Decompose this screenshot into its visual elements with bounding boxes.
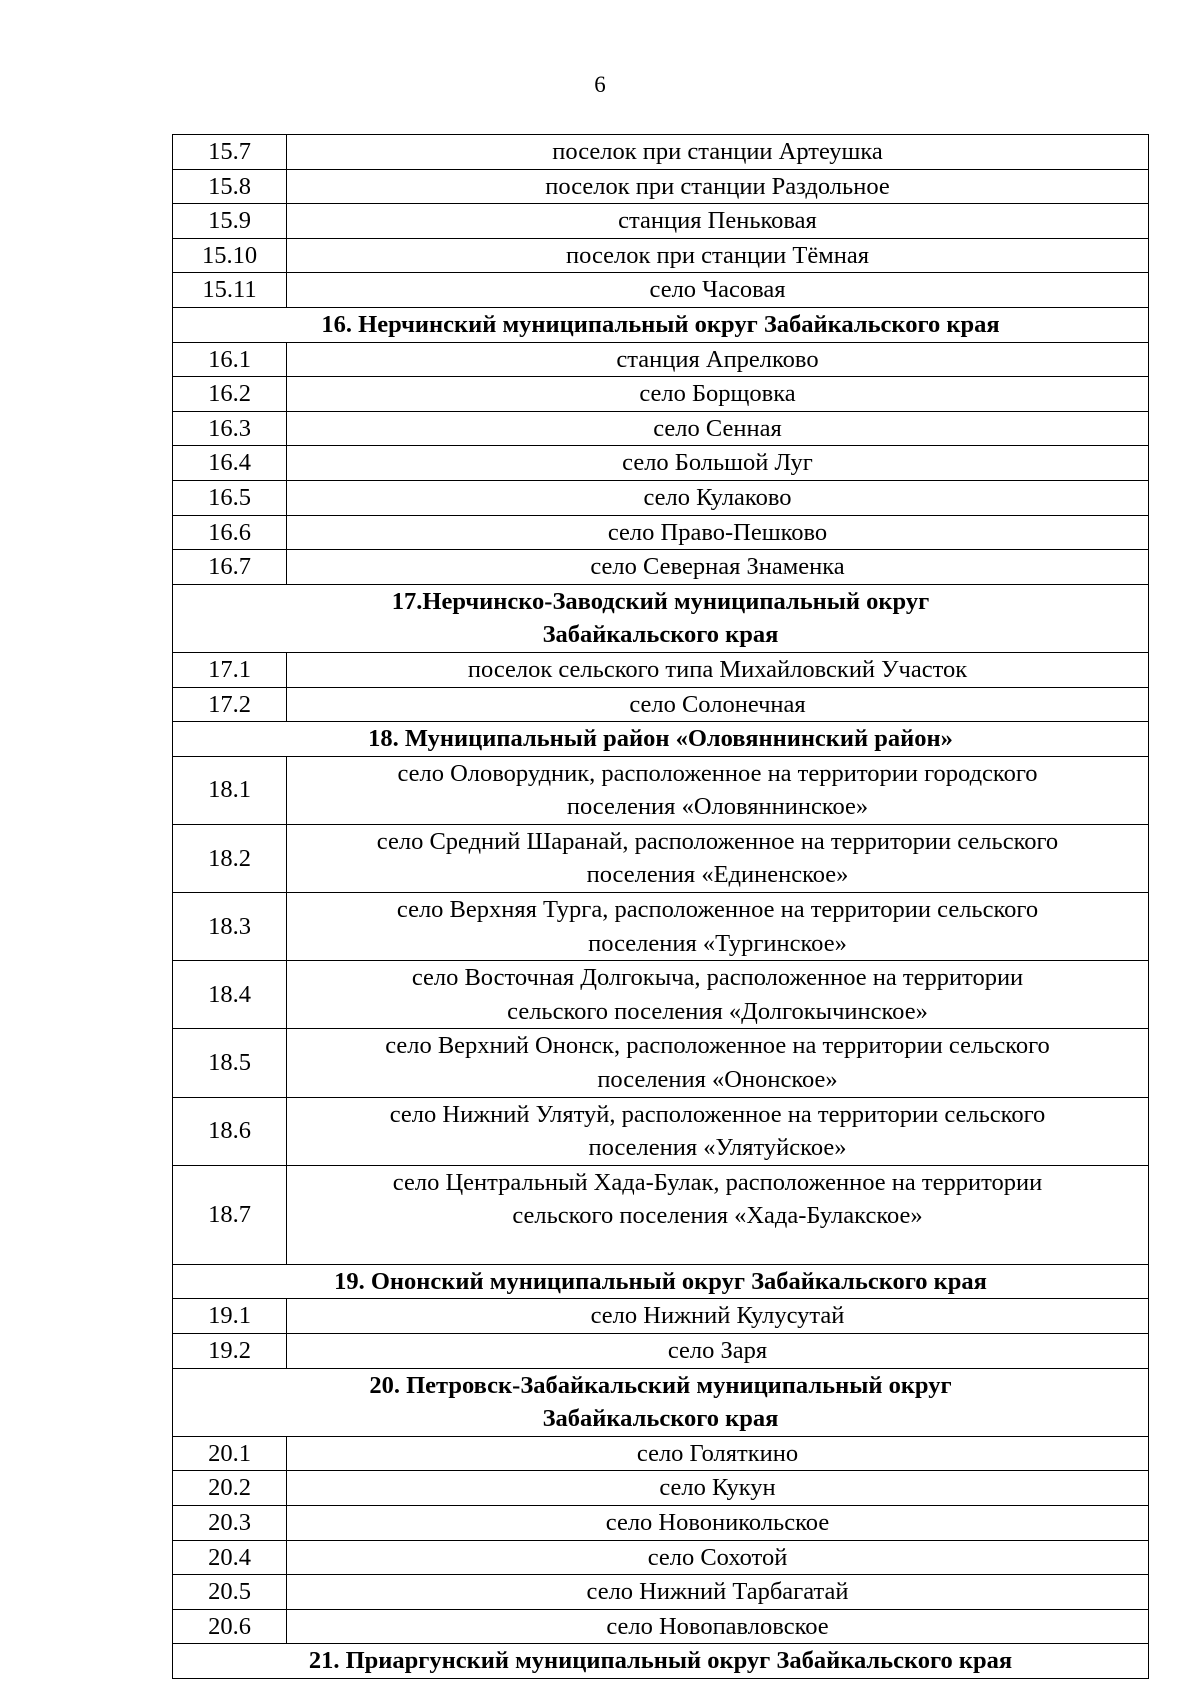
settlement-name <box>287 1540 1149 1575</box>
settlement-name-line: село Солонечная <box>629 690 806 718</box>
settlement-name-line: станция Апрелково <box>616 345 819 373</box>
row-number: 20.6 <box>173 1609 287 1644</box>
row-number: 18.1 <box>173 756 287 824</box>
section-header-row <box>173 1644 1149 1679</box>
settlement-name <box>287 1505 1149 1540</box>
table-row <box>173 1575 1149 1610</box>
section-title-line: 17.Нерчинско-Заводский муниципальный округ <box>391 587 930 615</box>
settlement-name-line: село Право-Пешково <box>607 518 828 546</box>
table-row <box>173 515 1149 550</box>
settlement-name-line: село Верхний Ононск, расположенное на территории сельского <box>385 1032 1050 1060</box>
settlement-name <box>287 273 1149 308</box>
settlement-name-line: село Центральный Хада-Булак, расположенное на территории <box>392 1168 1043 1196</box>
row-number: 17.2 <box>173 687 287 722</box>
table-row <box>173 1609 1149 1644</box>
settlement-name <box>287 135 1149 170</box>
settlement-name <box>287 1165 1149 1264</box>
section-title-line: 20. Петровск-Забайкальский муниципальный округ <box>369 1371 952 1399</box>
table-row <box>173 1029 1149 1097</box>
table-row <box>173 169 1149 204</box>
settlement-name-line: село Восточная Долгокыча, расположенное на территории <box>411 964 1024 992</box>
settlement-name-line: село Борщовка <box>639 380 796 408</box>
settlement-name <box>287 1575 1149 1610</box>
section-title <box>173 1368 1149 1436</box>
table-row <box>173 204 1149 239</box>
table-row <box>173 377 1149 412</box>
section-title <box>173 307 1149 342</box>
section-title <box>173 1644 1149 1679</box>
table-row <box>173 446 1149 481</box>
settlement-name-line: село Средний Шаранай, расположенное на территории сельского <box>376 827 1059 855</box>
settlement-name <box>287 1609 1149 1644</box>
settlement-name <box>287 1029 1149 1097</box>
page-number: 6 <box>594 72 606 97</box>
settlement-name-line: село Голяткино <box>636 1439 799 1467</box>
row-number: 20.4 <box>173 1540 287 1575</box>
settlement-name-line: поселок при станции Артеушка <box>552 138 883 165</box>
settlement-name-line: село Заря <box>667 1337 768 1364</box>
row-number: 20.2 <box>173 1471 287 1506</box>
table-row <box>173 1471 1149 1506</box>
table-row <box>173 342 1149 377</box>
section-title-line: 21. Приаргунский муниципальный округ Забайкальского края <box>308 1647 1013 1675</box>
settlement-name-line: село Нижний Улятуй, расположенное на территории сельского <box>389 1100 1046 1128</box>
row-number: 15.10 <box>173 238 287 273</box>
settlement-name <box>287 515 1149 550</box>
settlement-name-line: поселок при станции Тёмная <box>565 241 870 269</box>
settlement-name <box>287 1097 1149 1165</box>
settlement-name-line: село Верхняя Турга, расположенное на территории сельского <box>396 896 1039 924</box>
row-number: 15.9 <box>173 204 287 239</box>
table-row <box>173 135 1149 170</box>
settlement-name-line: поселения «Единенское» <box>586 861 849 889</box>
section-title-line: 18. Муниципальный район «Оловяннинский район» <box>368 725 953 753</box>
row-number: 15.7 <box>173 135 287 170</box>
table-row <box>173 687 1149 722</box>
table-row <box>173 652 1149 687</box>
section-title-line: 19. Ононский муниципальный округ Забайкальского края <box>334 1267 987 1295</box>
section-title-line: 16. Нерчинский муниципальный округ Забайкальского края <box>321 310 1000 338</box>
settlement-name-line: поселения «Тургинское» <box>588 929 847 957</box>
row-number: 19.2 <box>173 1334 287 1369</box>
table-row <box>173 238 1149 273</box>
settlement-name <box>287 1436 1149 1471</box>
table-row <box>173 756 1149 824</box>
section-title <box>173 584 1149 652</box>
settlement-name <box>287 411 1149 446</box>
settlement-name <box>287 824 1149 892</box>
row-number: 18.4 <box>173 961 287 1029</box>
row-number: 18.7 <box>173 1165 287 1264</box>
table-row <box>173 961 1149 1029</box>
settlement-name <box>287 1299 1149 1334</box>
settlement-name-line: село Кукун <box>659 1474 776 1502</box>
settlement-name-line: село Новопавловское <box>606 1612 829 1640</box>
settlement-name <box>287 377 1149 412</box>
row-number: 18.5 <box>173 1029 287 1097</box>
settlement-name-line: поселок при станции Раздольное <box>545 172 890 200</box>
settlement-name-line: поселения «Оловяннинское» <box>566 793 869 821</box>
settlements-table-body <box>173 135 1149 1679</box>
table-row <box>173 893 1149 961</box>
settlement-name-line: село Оловорудник, расположенное на территории городского <box>397 759 1038 787</box>
settlement-name-line: поселения «Ононское» <box>597 1066 838 1094</box>
settlement-name <box>287 687 1149 722</box>
table-row <box>173 1165 1149 1264</box>
table-row <box>173 824 1149 892</box>
section-title <box>173 1264 1149 1299</box>
section-header-row <box>173 584 1149 652</box>
row-number: 16.2 <box>173 377 287 412</box>
settlement-name <box>287 446 1149 481</box>
table-row <box>173 1334 1149 1369</box>
section-header-row <box>173 1264 1149 1299</box>
settlement-name <box>287 480 1149 515</box>
row-number: 20.3 <box>173 1505 287 1540</box>
settlement-name <box>287 756 1149 824</box>
row-number: 18.6 <box>173 1097 287 1165</box>
settlement-name-line: село Новоникольское <box>605 1508 830 1536</box>
row-number: 15.11 <box>173 273 287 308</box>
settlement-name-line: село Часовая <box>649 276 786 304</box>
section-header-row <box>173 307 1149 342</box>
settlement-name <box>287 961 1149 1029</box>
section-title-line: Забайкальского края <box>542 621 779 649</box>
row-number: 19.1 <box>173 1299 287 1334</box>
row-number: 16.7 <box>173 550 287 585</box>
row-number: 20.5 <box>173 1575 287 1610</box>
settlement-name <box>287 342 1149 377</box>
row-number: 15.8 <box>173 169 287 204</box>
settlement-name <box>287 204 1149 239</box>
settlement-name <box>287 1471 1149 1506</box>
settlement-name <box>287 550 1149 585</box>
row-number: 20.1 <box>173 1436 287 1471</box>
table-row <box>173 1436 1149 1471</box>
section-header-row <box>173 722 1149 757</box>
settlement-name <box>287 652 1149 687</box>
settlement-name <box>287 893 1149 961</box>
row-number: 17.1 <box>173 652 287 687</box>
table-row <box>173 411 1149 446</box>
row-number: 16.3 <box>173 411 287 446</box>
settlement-name-line: село Сохотой <box>647 1543 788 1571</box>
row-number: 16.6 <box>173 515 287 550</box>
settlement-name-line: село Нижний Тарбагатай <box>586 1578 849 1606</box>
settlement-name-line: станция Пеньковая <box>618 207 817 235</box>
settlement-name <box>287 1334 1149 1369</box>
table-row <box>173 480 1149 515</box>
settlement-name-line: село Большой Луг <box>622 449 813 477</box>
table-row <box>173 550 1149 585</box>
settlement-name-line: сельского поселения «Долгокычинское» <box>507 997 928 1025</box>
section-header-row <box>173 1368 1149 1436</box>
settlement-name-line: село Кулаково <box>643 483 792 511</box>
settlement-name-line: поселок сельского типа Михайловский Участок <box>467 655 968 683</box>
settlement-name-line: поселения «Улятуйское» <box>588 1134 847 1162</box>
table-row <box>173 1505 1149 1540</box>
settlement-name-line: село Северная Знаменка <box>590 553 845 581</box>
settlement-name <box>287 238 1149 273</box>
row-number: 16.5 <box>173 480 287 515</box>
settlement-name-line: сельского поселения «Хада-Булакское» <box>512 1202 923 1230</box>
settlement-name <box>287 169 1149 204</box>
settlement-name-line: село Нижний Кулусутай <box>590 1302 845 1330</box>
table-row <box>173 1299 1149 1334</box>
settlements-table <box>172 134 1149 1679</box>
table-row <box>173 1540 1149 1575</box>
row-number: 18.2 <box>173 824 287 892</box>
section-title <box>173 722 1149 757</box>
row-number: 16.1 <box>173 342 287 377</box>
table-row <box>173 273 1149 308</box>
row-number: 18.3 <box>173 893 287 961</box>
table-row <box>173 1097 1149 1165</box>
settlement-name-line: село Сенная <box>653 414 782 442</box>
section-title-line: Забайкальского края <box>542 1405 779 1433</box>
row-number: 16.4 <box>173 446 287 481</box>
